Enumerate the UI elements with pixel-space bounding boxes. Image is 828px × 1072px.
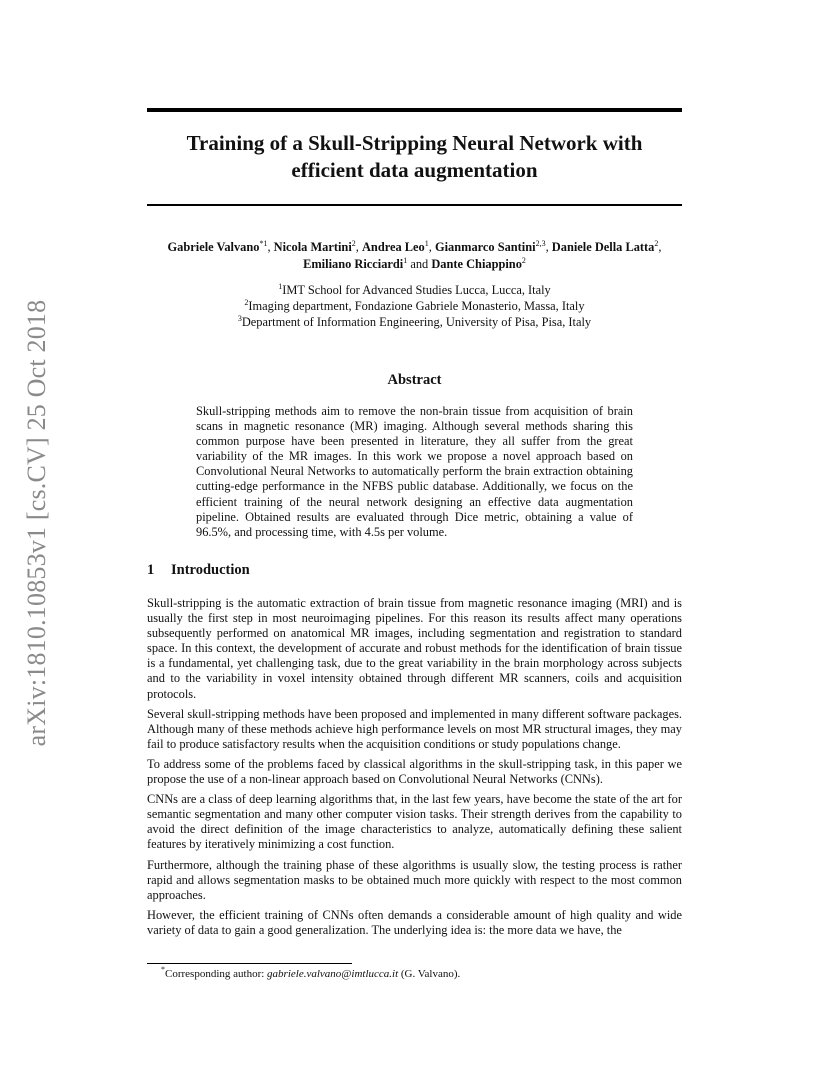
body-paragraph: To address some of the problems faced by classical algorithms in the skull-stripping task, in this paper we propose the use of a non-linear approach based on Convolutional Neural Networks (CNNs). [147,756,682,787]
affiliation: $^3$Department of Information Engineering, University of Pisa, Pisa, Italy [237,314,592,329]
section-title: Introduction [171,562,250,578]
author: Dante Chiappino$^2$ [431,256,526,271]
author: Nicola Martini$^2$, [273,239,362,254]
author: Gianmarco Santini$^{2,3}$, [434,239,552,254]
title-top-rule [147,108,682,112]
section-number: 1 [147,562,155,578]
footnote-rule [147,963,352,964]
arxiv-identifier-stamp: arXiv:1810.10853v1 [cs.CV] 25 Oct 2018 [22,299,51,747]
abstract-heading: Abstract [387,372,442,388]
body-paragraph: Skull-stripping is the automatic extraction of brain tissue from magnetic resonance imaging (MRI) and is usually the first step in most neuroimaging pipelines. For this reason its results affect many operations subsequently performed on anatomical MR images, including segmentation and registration to standard space. In this context, the development of accurate and robust methods for the identification of brain tissue is a fundamental, yet challenging task, due to the great variability in the brain morphology across subjects and to the variability in voxel intensity obtained through different MR scanners, coils and acquisition protocols. [147,596,682,701]
author-email: gabriele.valvano@imtlucca.it [267,968,399,980]
body-paragraph: However, the efficient training of CNNs often demands a considerable amount of high quality and wide variety of data to gain a good generalization. The underlying idea is: the more data we have, the [147,907,682,937]
body-paragraph: Several skull-stripping methods have been proposed and implemented in many different software packages. Although many of these methods achieve high performance levels on most MR structural images, they may fail to produce satisfactory results when the acquisition conditions or study populations change. [147,706,682,751]
title-bottom-rule [147,204,682,206]
corresponding-author-footnote: *Corresponding author: gabriele.valvano@imtlucca.it (G. Valvano). [161,965,461,980]
title-line-2: efficient data augmentation [291,158,538,182]
author-list [147,239,682,273]
body-paragraph: CNNs are a class of deep learning algorithms that, in the last few years, have become the state of the art for semantic segmentation and many other computer vision tasks. Their strength derives from the capability to avoid the direct definition of the image characteristics to analyze, automatically defining these salient features by iteratively minimizing a cost function. [147,792,682,852]
affiliation-list [147,282,682,330]
abstract-text: Skull-stripping methods aim to remove the non-brain tissue from acquisition of brain scans in magnetic resonance (MR) imaging. Although several methods sharing this common purpose have been presented in literature, they all suffer from the great variability of the MR images. In this work we propose a novel approach based on Convolutional Neural Networks to automatically perform the brain extraction obtaining cutting-edge performance in the NFBS public database. Additionally, we focus on the efficient training of the neural network designing an effective data augmentation pipeline. Obtained results are evaluated through Dice metric, obtaining a value of 96.5%, and processing time, with 4.5s per volume. [196,404,633,539]
title-line-1: Training of a Skull-Stripping Neural Network with [186,131,643,155]
section-heading-introduction [147,562,250,579]
author: Andrea Leo$^1$, [361,239,435,254]
affiliation: $^2$Imaging department, Fondazione Gabriele Monasterio, Massa, Italy [244,298,585,313]
author: Daniele Della Latta$^2$, [551,239,662,254]
affiliation: $^1$IMT School for Advanced Studies Lucca, Lucca, Italy [278,282,551,297]
author: Gabriele Valvano$^{*1}$, [167,239,274,254]
author: Emiliano Ricciardi$^1$ and [303,256,432,271]
introduction-body [147,596,682,943]
body-paragraph: Furthermore, although the training phase of these algorithms is usually slow, the testing process is rather rapid and allows segmentation masks to be obtained much more quickly with respect to the most common approaches. [147,857,682,902]
paper-title [147,130,682,184]
